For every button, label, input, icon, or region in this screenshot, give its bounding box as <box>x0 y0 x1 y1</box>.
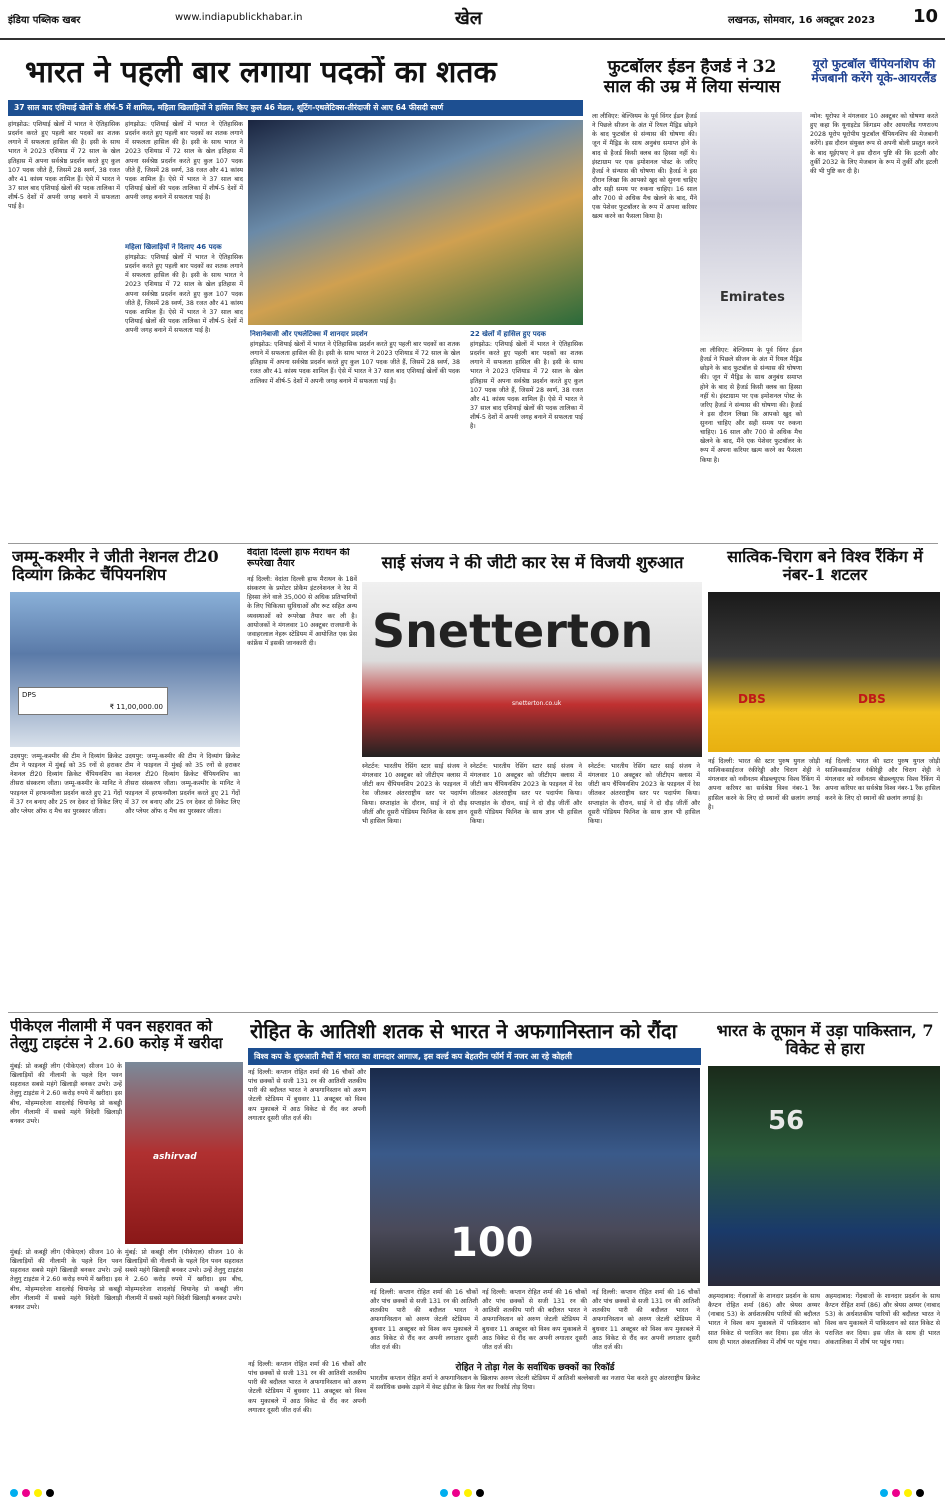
lead-body-col1: हांगझोऊ: एशियाई खेलों में भारत ने ऐतिहासिक प्रदर्शन करते हुए पहली बार पदकों का शतक लगाने में सफलता हासिल की है। इसी के साथ भारत ने 2023 एशियाड में 72 साल के खेल इतिहास में अपना सर्वश्रेष्ठ प्रदर्शन करते हुए कुल 107 पदक जीते हैं, जिसमें 28 स्वर्ण, 38 रजत और 41 कांस्य पदक शामिल हैं। ऐसे में भारत ने 37 साल बाद एशियाई खेलों की पदक तालिका में शीर्ष-5 देशों में अपनी जगह बनाने में सफलता पाई है। <box>8 121 120 211</box>
section-title: खेल <box>455 8 482 29</box>
page-header <box>0 0 945 40</box>
pak-body-col2: अहमदाबाद: गेंदबाजों के शानदार प्रदर्शन के साथ कैप्टन रोहित शर्मा (86) और श्रेयस अय्यर (नाबाद 53) के अर्धशतकीय पारियों की बदौलत भारत ने विश्व कप मुकाबले में पाकिस्तान को सात विकेट से पराजित कर दिया। इस जीत के साथ ही भारत अंकतालिका में शीर्ष पर पहुंच गया। <box>825 1293 940 1346</box>
jk-cheque <box>18 687 168 715</box>
pak-jersey-number: 56 <box>768 1106 805 1136</box>
rohit-body-col1b: नई दिल्ली: कप्तान रोहित शर्मा की 16 चौकों और पांच छक्कों से सजी 131 रन की आतिशी शतकीय पारी की बदौलत भारत ने अफगानिस्तान को अरुण जेटली स्टेडियम में बुधवार 11 अक्टूबर को विश्व कप मुकाबले में आठ विकेट से रौंद कर अपनी लगातार दूसरी जीत दर्ज की। <box>248 1361 366 1414</box>
issue-date: लखनऊ, सोमवार, 16 अक्टूबर 2023 <box>728 15 876 26</box>
lead-body-col4: हांगझोऊ: एशियाई खेलों में भारत ने ऐतिहासिक प्रदर्शन करते हुए पहली बार पदकों का शतक लगाने में सफलता हासिल की है। इसी के साथ भारत ने 2023 एशियाड में 72 साल के खेल इतिहास में अपना सर्वश्रेष्ठ प्रदर्शन करते हुए कुल 107 पदक जीते हैं, जिसमें 28 स्वर्ण, 38 रजत और 41 कांस्य पदक शामिल हैं। ऐसे में भारत ने 37 साल बाद एशियाई खेलों की पदक तालिका में शीर्ष-5 देशों में अपनी जगह बनाने में सफलता पाई है। <box>470 341 583 431</box>
euro-body: न्योन: यूरोफा ने मंगलवार 10 अक्टूबर को घोषणा करते हुए कहा कि यूनाइटेड किंगडम और आयरलैंड गणराज्य 2028 यूरोप यूरोपीय फुटबॉल चैंपियनशिप की मेजबानी करेंगे। इस दौरान संयुक्त रूप से अपनी बोली प्रस्तुत करने के बाद यूईएफए ने इस दौरान पुष्टि की कि इटली और तुर्की 2032 के लिए मेजबान के रूप में तुर्की और इटली की भी पुष्टि कर दी है। <box>810 113 938 175</box>
paper-name: इंडिया पब्लिक खबर <box>8 15 81 26</box>
pawan-body-col1: मुंबई: प्रो कबड्डी लीग (पीकेएल) सीजन 10 के खिलाड़ियों की नीलामी के पहले दिन पवन सहरावत सबसे महंगे खिलाड़ी बनकर उभरे। उन्हें तेलुगु टाइटंस ने 2.60 करोड़ रुपये में खरीदा। इस बीच, मोहम्मदरेजा शादलोई चियानेह प्रो कबड्डी लीग नीलामी में सबसे महंगे विदेशी खिलाड़ी बनकर उभरे। <box>10 1063 122 1125</box>
print-marks-right <box>880 1489 924 1497</box>
pak-body-col1: अहमदाबाद: गेंदबाजों के शानदार प्रदर्शन के साथ कैप्टन रोहित शर्मा (86) और श्रेयस अय्यर (नाबाद 53) के अर्धशतकीय पारियों की बदौलत भारत ने विश्व कप मुकाबले में पाकिस्तान को सात विकेट से पराजित कर दिया। इस जीत के साथ ही भारत अंकतालिका में शीर्ष पर पहुंच गया। <box>708 1293 820 1346</box>
pawan-shirt-logo: ashirvad <box>153 1152 197 1162</box>
hazard-headline: फुटबॉलर ईडन हैजर्ड ने 32 साल की उम्र में लिया संन्यास <box>603 58 781 97</box>
satwik-photo <box>708 592 940 752</box>
pak-photo <box>708 1066 940 1286</box>
lead-team-photo <box>248 120 583 325</box>
rohit-record-body: भारतीय कप्तान रोहित शर्मा ने अफगानिस्तान के खिलाफ अरुण जेटली स्टेडियम में आतिशी बल्लेबाजी का नजारा पेश करते हुए अंतरराष्ट्रीय क्रिकेट में सर्वाधिक छक्के उड़ाने में वेस्ट इंडीज के क्रिस गेल का रिकॉर्ड तोड़ दिया। <box>370 1375 700 1392</box>
paper-url[interactable]: www.indiapublickhabar.in <box>175 12 303 23</box>
lead-body-col3: हांगझोऊ: एशियाई खेलों में भारत ने ऐतिहासिक प्रदर्शन करते हुए पहली बार पदकों का शतक लगाने में सफलता हासिल की है। इसी के साथ भारत ने 2023 एशियाड में 72 साल के खेल इतिहास में अपना सर्वश्रेष्ठ प्रदर्शन करते हुए कुल 107 पदक जीते हैं, जिसमें 28 स्वर्ण, 38 रजत और 41 कांस्य पदक शामिल हैं। ऐसे में भारत ने 37 साल बाद एशियाई खेलों की पदक तालिका में शीर्ष-5 देशों में अपनी जगह बनाने में सफलता पाई है। <box>250 341 460 385</box>
rohit-headline: रोहित के आतिशी शतक से भारत ने अफगानिस्तान को रौंदा <box>250 1020 677 1043</box>
sai-body-col3: स्नेटर्टन: भारतीय रेसिंग स्टार साई संजय ने मंगलवार 10 अक्टूबर को जीटीएम क्लास में जीटी कप चैंपियनशिप 2023 के फाइनल में रेस जीतकर अंतरराष्ट्रीय स्तर पर पदार्पण किया। सप्ताहांत के दौरान, साई ने दो दौड़ जीतीं और दूसरी पोडियम फिनिश के साथ ज्ञान भी हासिल किया। <box>588 763 700 825</box>
jk-cheque-banner: DPS <box>22 691 37 699</box>
satwik-headline: सात्विक-चिराग बने विश्व रैंकिंग में नंबर-1 शटलर <box>727 548 923 585</box>
print-marks-center <box>440 1489 484 1497</box>
hazard-photo-shirt-text: Emirates <box>720 290 785 305</box>
lead-subhead-shooting: निशानेबाजी और एथलेटिक्स में शानदार प्रदर्शन <box>250 330 368 338</box>
rohit-record-title: रोहित ने तोड़ा गेल के सर्वाधिक छक्कों का रिकॉर्ड <box>455 1363 615 1373</box>
hazard-body-col2: ला लीविएर: बेल्जियम के पूर्व विंगर ईडन हैजर्ड ने पिछले सीजन के अंत में रियल मैड्रिड छोड़ने के बाद फुटबॉल से संन्यास की घोषणा की। जून में मैड्रिड के साथ अनुबंध समाप्त होने के बाद से हैजर्ड किसी क्लब का हिस्सा नहीं थे। इंस्टाग्राम पर एक इमोशनल पोस्ट के जरिए हैजर्ड ने संन्यास की घोषणा की। हैजर्ड ने इस दौरान लिखा कि आपको खुद को सुनना चाहिए और सही समय पर रुकना चाहिए। 16 साल और 700 से अधिक मैच खेलने के बाद, मैंने एक पेशेवर फुटबॉलर के रूप में अपना करियर खत्म करने का फैसला किया है। <box>700 347 802 464</box>
sai-track-banner: Snetterton <box>372 604 654 658</box>
sai-headline: साई संजय ने की जीटी कार रेस में विजयी शुरुआत <box>381 554 684 572</box>
jk-team-photo <box>10 592 240 747</box>
delhi-headline: वेदांता दिल्ली हाफ मैराथन की रूपरेखा तैयार <box>247 548 350 569</box>
euro-headline: यूरो फुटबॉल चैंपियनशिप की मेजबानी करेंगे यूके-आयरलैंड <box>811 58 937 85</box>
pawan-body-col2: मुंबई: प्रो कबड्डी लीग (पीकेएल) सीजन 10 के खिलाड़ियों की नीलामी के पहले दिन पवन सहरावत सबसे महंगे खिलाड़ी बनकर उभरे। उन्हें तेलुगु टाइटंस ने 2.60 करोड़ रुपये में खरीदा। इस बीच, मोहम्मदरेजा शादलोई चियानेह प्रो कबड्डी लीग नीलामी में सबसे महंगे विदेशी खिलाड़ी बनकर उभरे। <box>10 1249 122 1311</box>
lead-body-col2: हांगझोऊ: एशियाई खेलों में भारत ने ऐतिहासिक प्रदर्शन करते हुए पहली बार पदकों का शतक लगाने में सफलता हासिल की है। इसी के साथ भारत ने 2023 एशियाड में 72 साल के खेल इतिहास में अपना सर्वश्रेष्ठ प्रदर्शन करते हुए कुल 107 पदक जीते हैं, जिसमें 28 स्वर्ण, 38 रजत और 41 कांस्य पदक शामिल हैं। ऐसे में भारत ने 37 साल बाद एशियाई खेलों की पदक तालिका में शीर्ष-5 देशों में अपनी जगह बनाने में सफलता पाई है। <box>125 121 243 201</box>
satwik-body-col1: नई दिल्ली: भारत की स्टार पुरुष युगल जोड़ी सात्विकसाईराज रंकीरेड्डी और चिराग शेट्टी ने मंगलवार को नवीनतम बीडब्ल्यूएफ विश्व रैंकिंग में अपना करियर का सर्वश्रेष्ठ विश्व नंबर-1 रैंक हासिल करने के लिए दो स्थानों की छलांग लगाई है। <box>708 758 820 811</box>
pawan-photo <box>125 1062 243 1244</box>
satwik-body-col2: नई दिल्ली: भारत की स्टार पुरुष युगल जोड़ी सात्विकसाईराज रंकीरेड्डी और चिराग शेट्टी ने मंगलवार को नवीनतम बीडब्ल्यूएफ विश्व रैंकिंग में अपना करियर का सर्वश्रेष्ठ विश्व नंबर-1 रैंक हासिल करने के लिए दो स्थानों की छलांग लगाई है। <box>825 758 940 802</box>
lead-subhead-22-sports: 22 खेलों में हासिल हुए पदक <box>470 330 546 338</box>
sai-track-site: snetterton.co.uk <box>512 700 562 707</box>
rohit-body-col1: नई दिल्ली: कप्तान रोहित शर्मा की 16 चौकों और पांच छक्कों से सजी 131 रन की आतिशी शतकीय पारी की बदौलत भारत ने अफगानिस्तान को अरुण जेटली स्टेडियम में बुधवार 11 अक्टूबर को विश्व कप मुकाबले में आठ विकेट से रौंद कर अपनी लगातार दूसरी जीत दर्ज की। <box>248 1069 366 1122</box>
lead-body-col2b: हांगझोऊ: एशियाई खेलों में भारत ने ऐतिहासिक प्रदर्शन करते हुए पहली बार पदकों का शतक लगाने में सफलता हासिल की है। इसी के साथ भारत ने 2023 एशियाड में 72 साल के खेल इतिहास में अपना सर्वश्रेष्ठ प्रदर्शन करते हुए कुल 107 पदक जीते हैं, जिसमें 28 स्वर्ण, 38 रजत और 41 कांस्य पदक शामिल हैं। ऐसे में भारत ने 37 साल बाद एशियाई खेलों की पदक तालिका में शीर्ष-5 देशों में अपनी जगह बनाने में सफलता पाई है। <box>125 254 243 334</box>
hazard-photo <box>700 112 802 342</box>
rohit-body-col2: नई दिल्ली: कप्तान रोहित शर्मा की 16 चौकों और पांच छक्कों से सजी 131 रन की आतिशी शतकीय पारी की बदौलत भारत ने अफगानिस्तान को अरुण जेटली स्टेडियम में बुधवार 11 अक्टूबर को विश्व कप मुकाबले में आठ विकेट से रौंद कर अपनी लगातार दूसरी जीत दर्ज की। <box>370 1289 478 1351</box>
divider-row2 <box>8 1012 938 1013</box>
jk-body-col2: उदयपुर: जम्मू-कश्मीर की टीम ने दिव्यांग क्रिकेट टीम ने फाइनल में मुंबई को 35 रनों से हराकर नेशनल टी20 दिव्यांग क्रिकेट चैंपियनशिप का तीसरा संस्करण जीता। जम्मू-कश्मीर के मानिट ने फाइनल में हरफनमौला प्रदर्शन करते हुए 21 गेंदों में 37 रन बनाए और 25 रन देकर दो विकेट लिए और प्लेयर ऑफ द मैच का पुरस्कार जीता। <box>125 753 240 815</box>
jk-body-col1: उदयपुर: जम्मू-कश्मीर की टीम ने दिव्यांग क्रिकेट टीम ने फाइनल में मुंबई को 35 रनों से हराकर नेशनल टी20 दिव्यांग क्रिकेट चैंपियनशिप का तीसरा संस्करण जीता। जम्मू-कश्मीर के मानिट ने फाइनल में हरफनमौला प्रदर्शन करते हुए 21 गेंदों में 37 रन बनाए और 25 रन देकर दो विकेट लिए और प्लेयर ऑफ द मैच का पुरस्कार जीता। <box>10 753 122 815</box>
lead-subhead: 37 साल बाद एशियाई खेलों के शीर्ष-5 में शामिल, महिला खिलाड़ियों ने हासिल किए कुल 46 मेडल, शूटिंग-एथलेटिक्स-तीरंदाजी से आए 64 फीसदी स्वर्ण <box>8 100 583 116</box>
divider-row1 <box>8 543 938 544</box>
jk-cheque-amount: ₹ 11,00,000.00 <box>109 703 163 711</box>
delhi-body: नई दिल्ली: वेदांता दिल्ली हाफ मैराथन के 18वें संस्करण के प्रमोटर प्रोकैम इंटरनेशनल ने रेस में हिस्सा लेने वाले 35,000 से अधिक प्रतिभागियों के लिए चिकित्सा सुविधाओं और रूट सहित अन्य व्यवस्थाओं को रूपरेखा तैयार कर ली है। आयोजकों ने मंगलवार 10 अक्टूबर राजधानी के जवाहरलाल नेहरू स्टेडियम में आयोजित एक प्रेस कांफ्रेंस में इसकी जानकारी दी। <box>247 576 357 647</box>
page-number: 10 <box>913 6 939 27</box>
rohit-score-board: 100 <box>450 1220 534 1266</box>
satwik-jersey-right: DBS <box>858 692 886 706</box>
satwik-jersey-left: DBS <box>738 692 766 706</box>
sai-podium-photo <box>362 582 702 757</box>
jk-headline: जम्मू-कश्मीर ने जीती नेशनल टी20 दिव्यांग क्रिकेट चैंपियनशिप <box>12 548 219 585</box>
print-marks-left <box>10 1489 54 1497</box>
lead-subhead-women: महिला खिलाड़ियों ने दिलाए 46 पदक <box>125 243 222 251</box>
pawan-body-col3: मुंबई: प्रो कबड्डी लीग (पीकेएल) सीजन 10 के खिलाड़ियों की नीलामी के पहले दिन पवन सहरावत सबसे महंगे खिलाड़ी बनकर उभरे। उन्हें तेलुगु टाइटंस ने 2.60 करोड़ रुपये में खरीदा। इस बीच, मोहम्मदरेजा शादलोई चियानेह प्रो कबड्डी लीग नीलामी में सबसे महंगे विदेशी खिलाड़ी बनकर उभरे। <box>125 1249 243 1302</box>
rohit-body-col3: नई दिल्ली: कप्तान रोहित शर्मा की 16 चौकों और पांच छक्कों से सजी 131 रन की आतिशी शतकीय पारी की बदौलत भारत ने अफगानिस्तान को अरुण जेटली स्टेडियम में बुधवार 11 अक्टूबर को विश्व कप मुकाबले में आठ विकेट से रौंद कर अपनी लगातार दूसरी जीत दर्ज की। <box>482 1289 587 1351</box>
sai-body-col1: स्नेटर्टन: भारतीय रेसिंग स्टार साई संजय ने मंगलवार 10 अक्टूबर को जीटीएम क्लास में जीटी कप चैंपियनशिप 2023 के फाइनल में रेस जीतकर अंतरराष्ट्रीय स्तर पर पदार्पण किया। सप्ताहांत के दौरान, साई ने दो दौड़ जीतीं और दूसरी पोडियम फिनिश के साथ ज्ञान भी हासिल किया। <box>362 763 467 825</box>
rohit-body-col4: नई दिल्ली: कप्तान रोहित शर्मा की 16 चौकों और पांच छक्कों से सजी 131 रन की आतिशी शतकीय पारी की बदौलत भारत ने अफगानिस्तान को अरुण जेटली स्टेडियम में बुधवार 11 अक्टूबर को विश्व कप मुकाबले में आठ विकेट से रौंद कर अपनी लगातार दूसरी जीत दर्ज की। <box>592 1289 700 1351</box>
lead-headline: भारत ने पहली बार लगाया पदकों का शतक <box>25 56 497 90</box>
hazard-body-col1: ला लीविएर: बेल्जियम के पूर्व विंगर ईडन हैजर्ड ने पिछले सीजन के अंत में रियल मैड्रिड छोड़ने के बाद फुटबॉल से संन्यास की घोषणा की। जून में मैड्रिड के साथ अनुबंध समाप्त होने के बाद से हैजर्ड किसी क्लब का हिस्सा नहीं थे। इंस्टाग्राम पर एक इमोशनल पोस्ट के जरिए हैजर्ड ने संन्यास की घोषणा की। हैजर्ड ने इस दौरान लिखा कि आपको खुद को सुनना चाहिए और सही समय पर रुकना चाहिए। 16 साल और 700 से अधिक मैच खेलने के बाद, मैंने एक पेशेवर फुटबॉलर के रूप में अपना करियर खत्म करने का फैसला किया है। <box>592 113 697 221</box>
pawan-headline: पीकेएल नीलामी में पवन सहरावत को तेलुगु टाइटंस ने 2.60 करोड़ में खरीदा <box>10 1018 223 1053</box>
rohit-subhead: विश्व कप के शुरुआती मैचों में भारत का शानदार आगाज, इस वर्ल्ड कप बेहतरीन फॉर्म में नजर आ रहे कोहली <box>248 1048 701 1065</box>
sai-body-col2: स्नेटर्टन: भारतीय रेसिंग स्टार साई संजय ने मंगलवार 10 अक्टूबर को जीटीएम क्लास में जीटी कप चैंपियनशिप 2023 के फाइनल में रेस जीतकर अंतरराष्ट्रीय स्तर पर पदार्पण किया। सप्ताहांत के दौरान, साई ने दो दौड़ जीतीं और दूसरी पोडियम फिनिश के साथ ज्ञान भी हासिल किया। <box>470 763 582 825</box>
rohit-celebration-photo <box>370 1068 700 1283</box>
pak-headline: भारत के तूफान में उड़ा पाकिस्तान, 7 विकेट से हारा <box>716 1022 934 1059</box>
